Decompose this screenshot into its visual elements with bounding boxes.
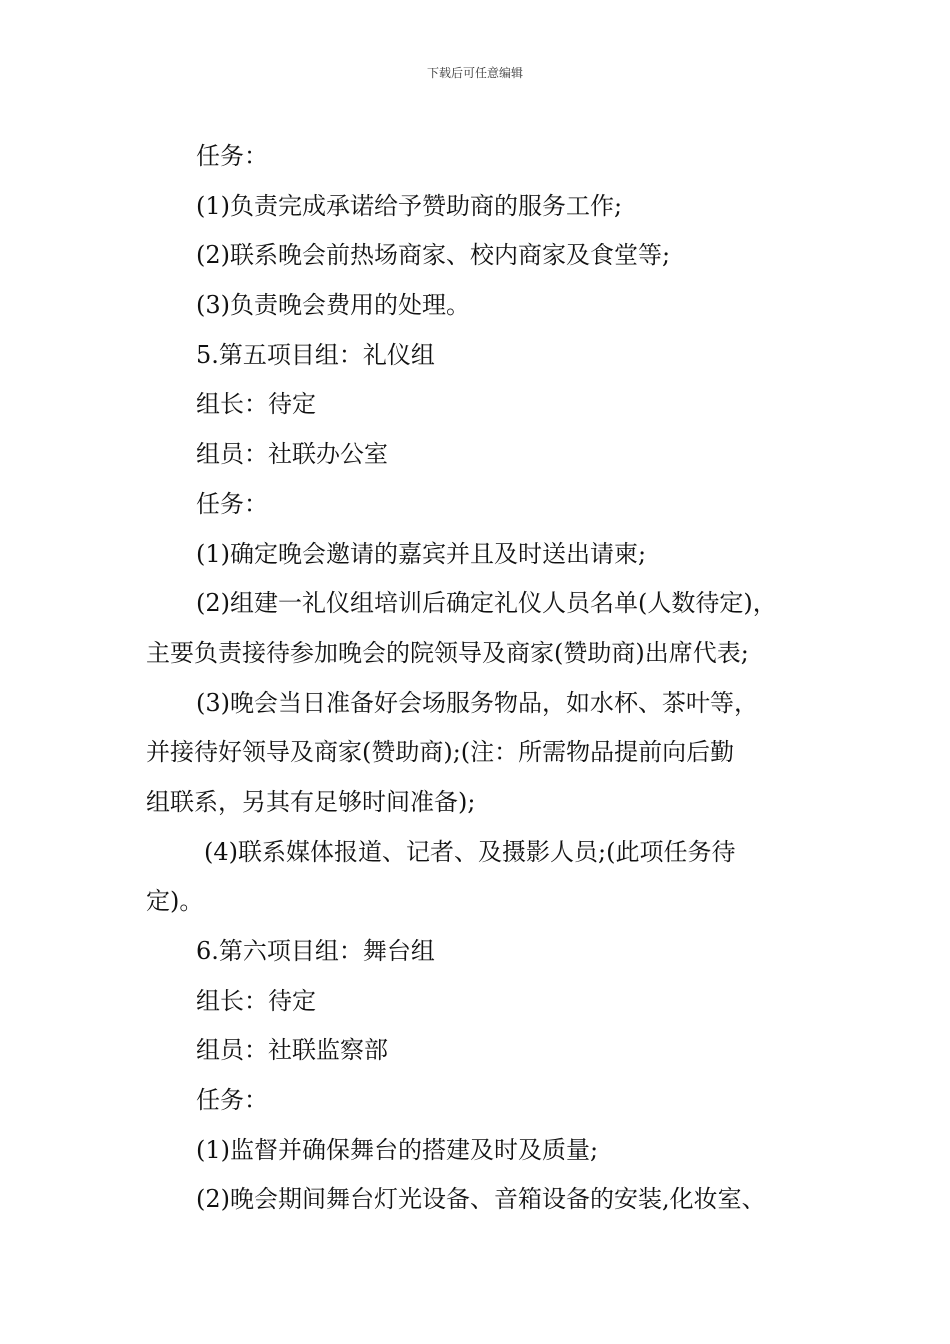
text-line: (1)监督并确保舞台的搭建及时及质量; [196, 1135, 599, 1164]
text-line: (2)组建一礼仪组培训后确定礼仪人员名单(人数待定)， [196, 589, 777, 618]
text-line: 任务： [196, 142, 268, 170]
text-line: 主要负责接待参加晚会的院领导及商家(赞助商)出席代表; [146, 638, 749, 667]
text-line: (2)联系晚会前热场商家、校内商家及食堂等; [196, 241, 671, 270]
text-line: 定)。 [146, 887, 204, 916]
text-line: 组员：社联监察部 [196, 1036, 388, 1065]
text-line: 任务： [196, 489, 268, 518]
text-line: 组长：待定 [196, 390, 316, 419]
text-line: (3)负责晚会费用的处理。 [196, 291, 470, 320]
text-line: 并接待好领导及商家(赞助商);(注：所需物品提前向后勤 [146, 738, 735, 767]
text-line: 5.第五项目组：礼仪组 [196, 340, 435, 369]
text-line: 组员：社联办公室 [196, 440, 388, 469]
text-line: (3)晚会当日准备好会场服务物品，如水杯、茶叶等， [196, 688, 758, 717]
text-line: 6.第六项目组：舞台组 [196, 937, 435, 965]
page-header: 下载后可任意编辑 [426, 66, 523, 80]
text-line: (4)联系媒体报道、记者、及摄影人员;(此项任务待 [204, 837, 736, 866]
document-body [146, 132, 836, 1225]
text-line: (2)晚会期间舞台灯光设备、音箱设备的安装,化妆室、 [196, 1185, 766, 1214]
text-line: 组联系，另其有足够时间准备); [146, 787, 476, 816]
text-line: (1)负责完成承诺给予赞助商的服务工作; [196, 191, 623, 220]
text-line: (1)确定晚会邀请的嘉宾并且及时送出请柬; [196, 539, 647, 568]
text-line: 任务： [196, 1086, 268, 1115]
text-line: 组长：待定 [196, 986, 316, 1015]
